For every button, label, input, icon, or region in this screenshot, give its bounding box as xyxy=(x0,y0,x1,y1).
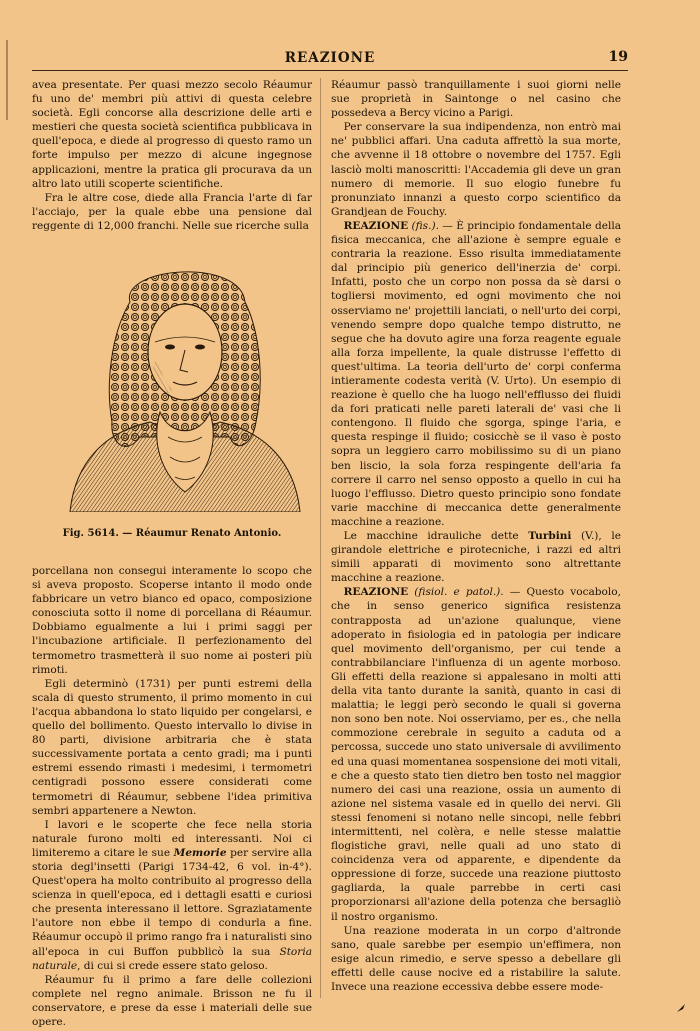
work-title: Memorie xyxy=(173,846,227,859)
gutter-line xyxy=(6,40,8,120)
text-run: Le macchine idrauliche dette xyxy=(343,530,529,542)
paragraph: Una reazione moderata in un corpo d'altronde sano, quale sarebbe per esempio un'effimera, non esige alcun rimedio, e serve spesso a debellare gli effetti delle cause nocive ed a ristabilire la salute. Invece una reazione eccessiva debbe essere mode- xyxy=(331,924,621,993)
left-column-bottom xyxy=(32,564,312,1029)
paragraph xyxy=(331,529,621,585)
paragraph: Réaumur fu il primo a fare delle collezioni complete nel regno animale. Brisson ne fu il conservatore, e prese da esse i materiali delle sue opere. xyxy=(32,973,312,1028)
text-run: I lavori e le scoperte che fece nella storia naturale furono molti ed interessanti. Noi ci limiteremo a citare le sue xyxy=(32,818,312,859)
entry-tag: (fisiol. e patol.) xyxy=(414,586,501,599)
entry-tag: (fis.) xyxy=(411,219,436,232)
entry-reazione-fis xyxy=(331,219,621,529)
entry-headword: REAZIONE xyxy=(343,586,409,599)
work-title: Storia naturale xyxy=(32,945,312,972)
ink-mark xyxy=(676,1003,686,1013)
column-divider xyxy=(320,78,321,998)
text-run: (V.), le girandole elettriche e pirotecniche, i razzi ed altri simili apparati di movimento sono altrettante macchine a reazione. xyxy=(331,530,621,585)
page-number: 19 xyxy=(608,49,628,65)
text-run: , di cui si crede essere stato geloso. xyxy=(77,959,268,972)
right-column xyxy=(331,78,621,994)
running-header xyxy=(32,46,628,71)
paragraph: avea presentate. Per quasi mezzo secolo Réaumur fu uno de' membri più attivi di questa celebre società. Egli concorse alla descrizione delle arti e mestieri che questa società scientifica pubblicava in quell'epoca, e diede al progresso di questo ramo un forte impulso per mezzo di alcune ingegnose applicazioni, mentre la pratica gli procurava da un altro lato utili scoperte scientifiche. xyxy=(32,79,312,190)
entry-headword: REAZIONE xyxy=(343,219,409,232)
entry-text: . — È principio fondamentale della fisica meccanica, che all'azione è sempre eguale e contraria la reazione. Esso risulta immediatamente dal principio più generico dell'inerzia de' corpi. Infatti, posto che un corpo non possa da sè darsi o togliersi movimento, ed ogni movimento che noi osserviamo ne' projettili lanciati, o nell'urto dei corpi, venendo sempre dopo qualche tempo distrutto, ne segue che ha dovuto agire una forza reagente eguale alla forza impellente, la quale distrusse l'effetto di quest'ultima. La teoria dell'urto de' corpi conferma intieramente codesta verità (V. Urto). Un esempio di reazione è quello che ha luogo nell'efflusso dei fluidi da fori praticati nelle pareti laterali de' vasi che li contengono. Il fluido che sgorga, spinge l'aria, e questa respinge il fluido; cosicchè se il vaso è posto sopra un leggiero carro mobilissimo su di un piano ben liscio, la sola forza respingente dell'aria fa correre il carro nel senso opposto a quello in cui ha luogo l'efflusso. Dietro questo principio sono fondate varie macchine di meccanica dette generalmente macchine a reazione. xyxy=(331,219,621,528)
figure-caption: Fig. 5614. — Réaumur Renato Antonio. xyxy=(62,528,282,539)
portrait-illustration xyxy=(60,262,306,512)
paragraph: Per conservare la sua indipendenza, non entrò mai ne' pubblici affari. Una caduta affrettò la sua morte, che avvenne il 18 ottobre o novembre del 1757. Egli lasciò molti manoscritti: l'Accademia gli deve un gran numero di memorie. Il suo elogio funebre fu pronunziato innanzi a questo corpo scientifico da Grandjean de Fouchy. xyxy=(331,121,621,218)
left-column-top xyxy=(32,78,312,233)
entry-reazione-fisiol xyxy=(331,585,621,923)
paragraph: Réaumur passò tranquillamente i suoi giorni nelle sue proprietà in Saintonge o nel casino che possedeva a Bercy vicino a Parigi. xyxy=(331,79,621,120)
paragraph: porcellana non consegui interamente lo scopo che si aveva proposto. Scoperse intanto il modo onde fabbricare un vetro bianco ed opaco, composizione conosciuta sotto il nome di porcellana di Réaumur. Dobbiamo egualmente a lui i primi saggi per l'incubazione artificiale. Il perfezionamento del termometro trasmetterà il suo nome ai posteri più rimoti. xyxy=(32,565,312,676)
entry-text: . — Questo vocabolo, che in senso generico significa resistenza contrapposta ad un'azione qualunque, viene adoperato in fisiologia ed in patologia per indicare quel movimento dell'organismo, per cui tende a contrabbilanciare l'influenza di un agente morboso. Gli effetti della reazione si appalesano in molti atti della vita tanto durante la sanità, quanto in casi di malattia; le leggi però secondo le quali si governa non sono ben note. Noi osserviamo, per es., che nella commozione cerebrale in seguito a caduta od a percossa, succede uno stato universale di avvilimento ed una quasi momentanea sospensione dei moti vitali, e che a questo stato tien dietro ben tosto nel maggior numero dei casi una reazione, ossia un aumento di azione nel sistema vasale ed in quello dei nervi. Gli stessi fenomeni si notano nelle sincopi, nelle febbri intermittenti, nel colèra, e nelle stesse malattie flogistiche gravi, nelle quali ad uno stato di coincidenza vera od apparente, e dipendente da oppressione di forze, succede una reazione piuttosto gagliarda, la quale parrebbe in certi casi proporzionarsi all'azione della potenza che bersagliò il nostro organismo. xyxy=(331,586,621,923)
paragraph xyxy=(32,818,312,973)
cross-reference: Turbini xyxy=(528,530,572,542)
header-title: REAZIONE xyxy=(284,50,376,66)
portrait-engraving xyxy=(60,262,306,512)
paragraph: Egli determinò (1731) per punti estremi della scala di questo strumento, il primo momento in cui l'acqua abbandona lo stato liquido per congelarsi, e quello del bollimento. Questo intervallo lo divise in 80 parti, divisione arbitraria che è stata successivamente portata a cento gradi; ma i punti estremi essendo rimasti i medesimi, i termometri centigradi possono essere considerati come termometri di Réaumur, sebbene l'idea primitiva sembri appartenere a Newton. xyxy=(32,677,312,817)
paragraph: Fra le altre cose, diede alla Francia l'arte di far l'acciajo, per la quale ebbe una pensione dal reggente di 12,000 franchi. Nelle sue ricerche sulla xyxy=(32,191,312,232)
text-run: per servire alla storia degl'insetti (Parigi 1734-42, 6 vol. in-4°). Quest'opera ha molto contribuito al progresso della scienza in quell'epoca, ed i dettagli esatti e curiosi che presenta interessano il lettore. Sgraziatamente l'autore non ebbe il tempo di condurla a fine. Réaumur occupò il primo rango fra i naturalisti sino all'epoca in cui Buffon pubblicò la sua xyxy=(32,846,312,958)
